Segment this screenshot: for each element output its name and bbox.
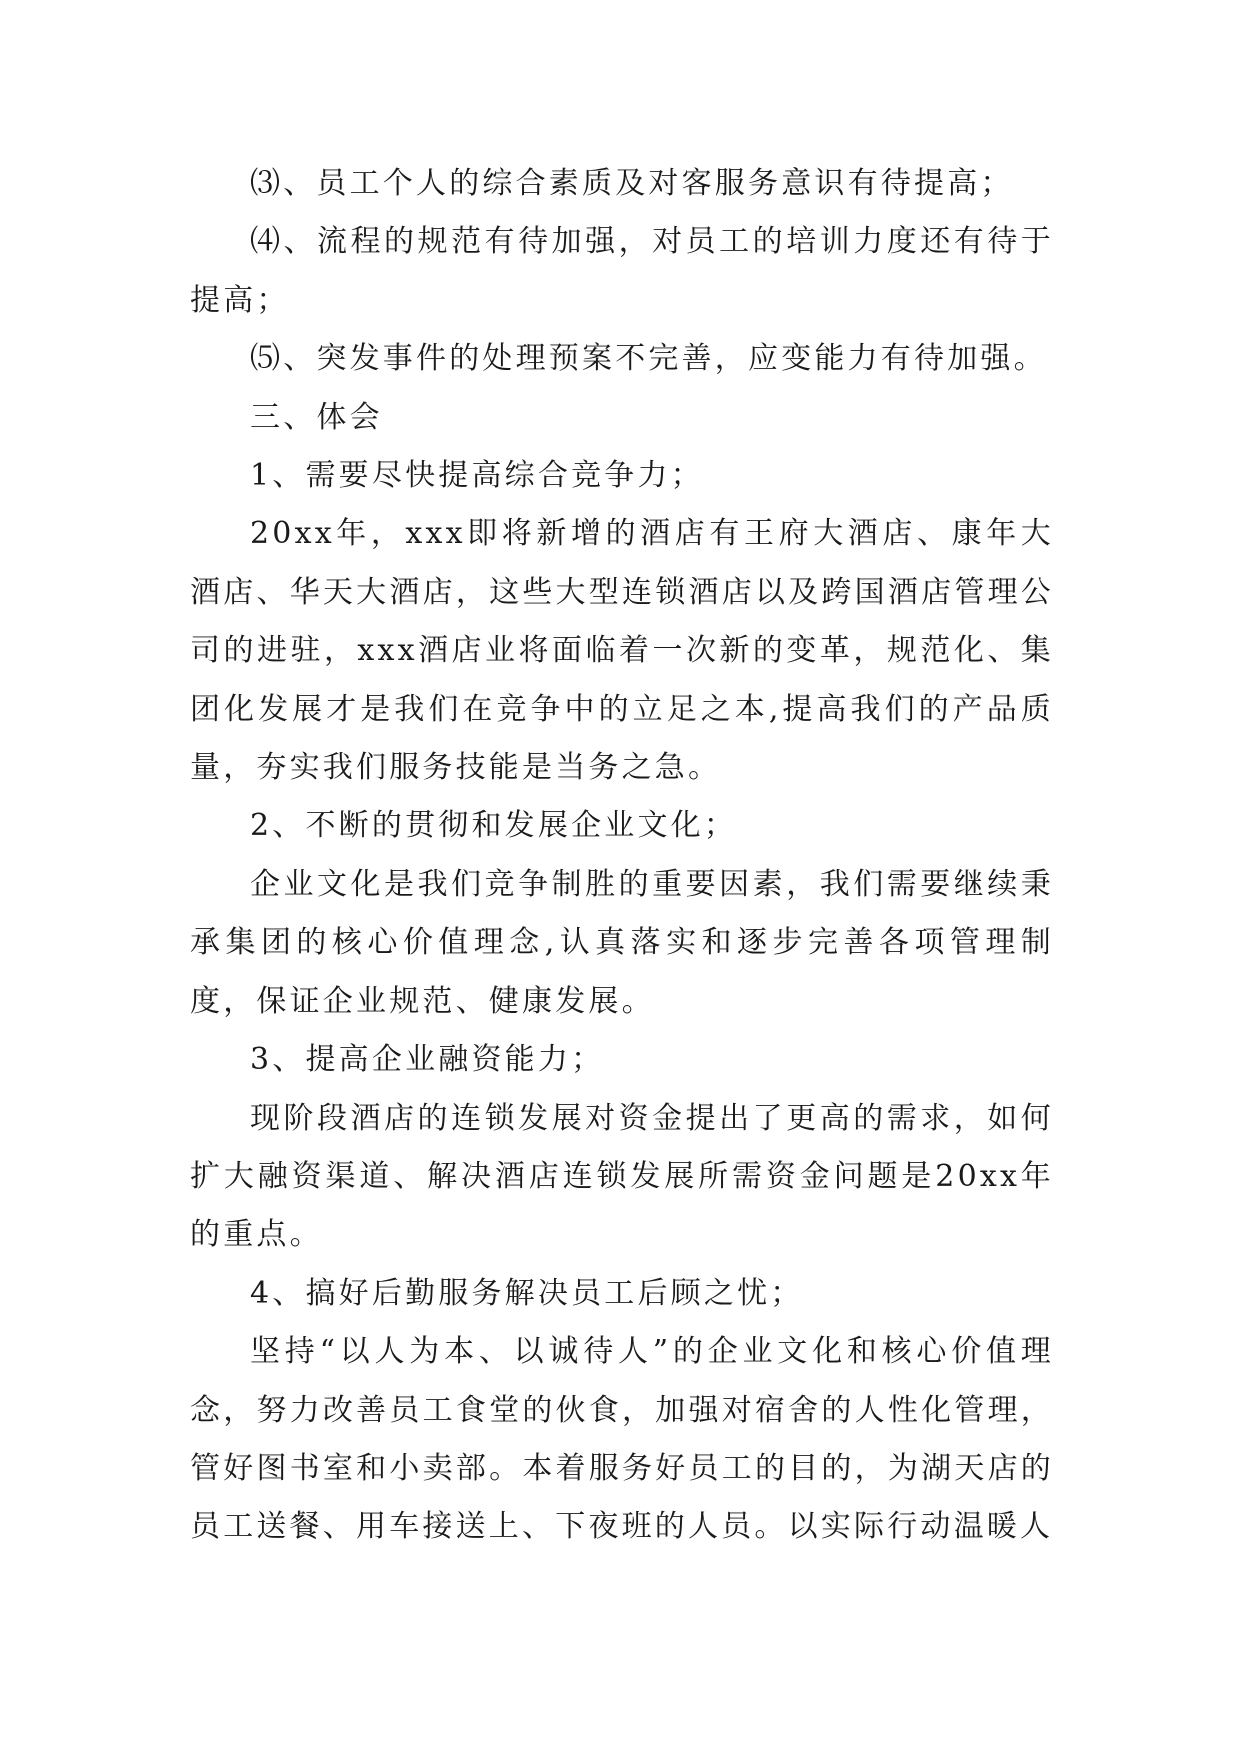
paragraph-item-4: ⑷、流程的规范有待加强，对员工的培训力度还有待于提高； (190, 224, 1054, 318)
insight-heading-2: 2、不断的贯彻和发展企业文化； (250, 808, 738, 844)
insight-body-2: 企业文化是我们竞争制胜的重要因素，我们需要继续秉承集团的核心价值理念,认真落实和逐步完善各项管理制度，保证企业规范、健康发展。 (190, 866, 1054, 1019)
insight-body-3: 现阶段酒店的连锁发展对资金提出了更高的需求，如何扩大融资渠道、解决酒店连锁发展所需资金问题是20xx年的重点。 (190, 1100, 1054, 1253)
document-body (190, 155, 1054, 1557)
insight-heading-1: 1、需要尽快提高综合竞争力； (250, 458, 704, 494)
insight-body-4: 坚持“以人为本、以诚待人”的企业文化和核心价值理念，努力改善员工食堂的伙食，加强对宿舍的人性化管理，管好图书室和小卖部。本着服务好员工的目的，为湖天店的员工送餐、用车接送上、下夜班的人员。以实际行动温暖人 (190, 1334, 1054, 1545)
insight-heading-4: 4、搞好后勤服务解决员工后顾之忧； (250, 1275, 804, 1311)
insight-heading-3: 3、提高企业融资能力； (250, 1042, 605, 1078)
section-heading-insights: 三、体会 (250, 399, 383, 435)
paragraph-item-5: ⑸、突发事件的处理预案不完善，应变能力有待加强。 (250, 341, 1047, 377)
insight-body-1: 20xx年，xxx即将新增的酒店有王府大酒店、康年大酒店、华天大酒店，这些大型连锁酒店以及跨国酒店管理公司的进驻，xxx酒店业将面临着一次新的变革，规范化、集团化发展才是我们在竞争中的立足之本,提高我们的产品质量，夯实我们服务技能是当务之急。 (190, 516, 1054, 786)
paragraph-item-3: ⑶、员工个人的综合素质及对客服务意识有待提高； (250, 166, 1014, 201)
